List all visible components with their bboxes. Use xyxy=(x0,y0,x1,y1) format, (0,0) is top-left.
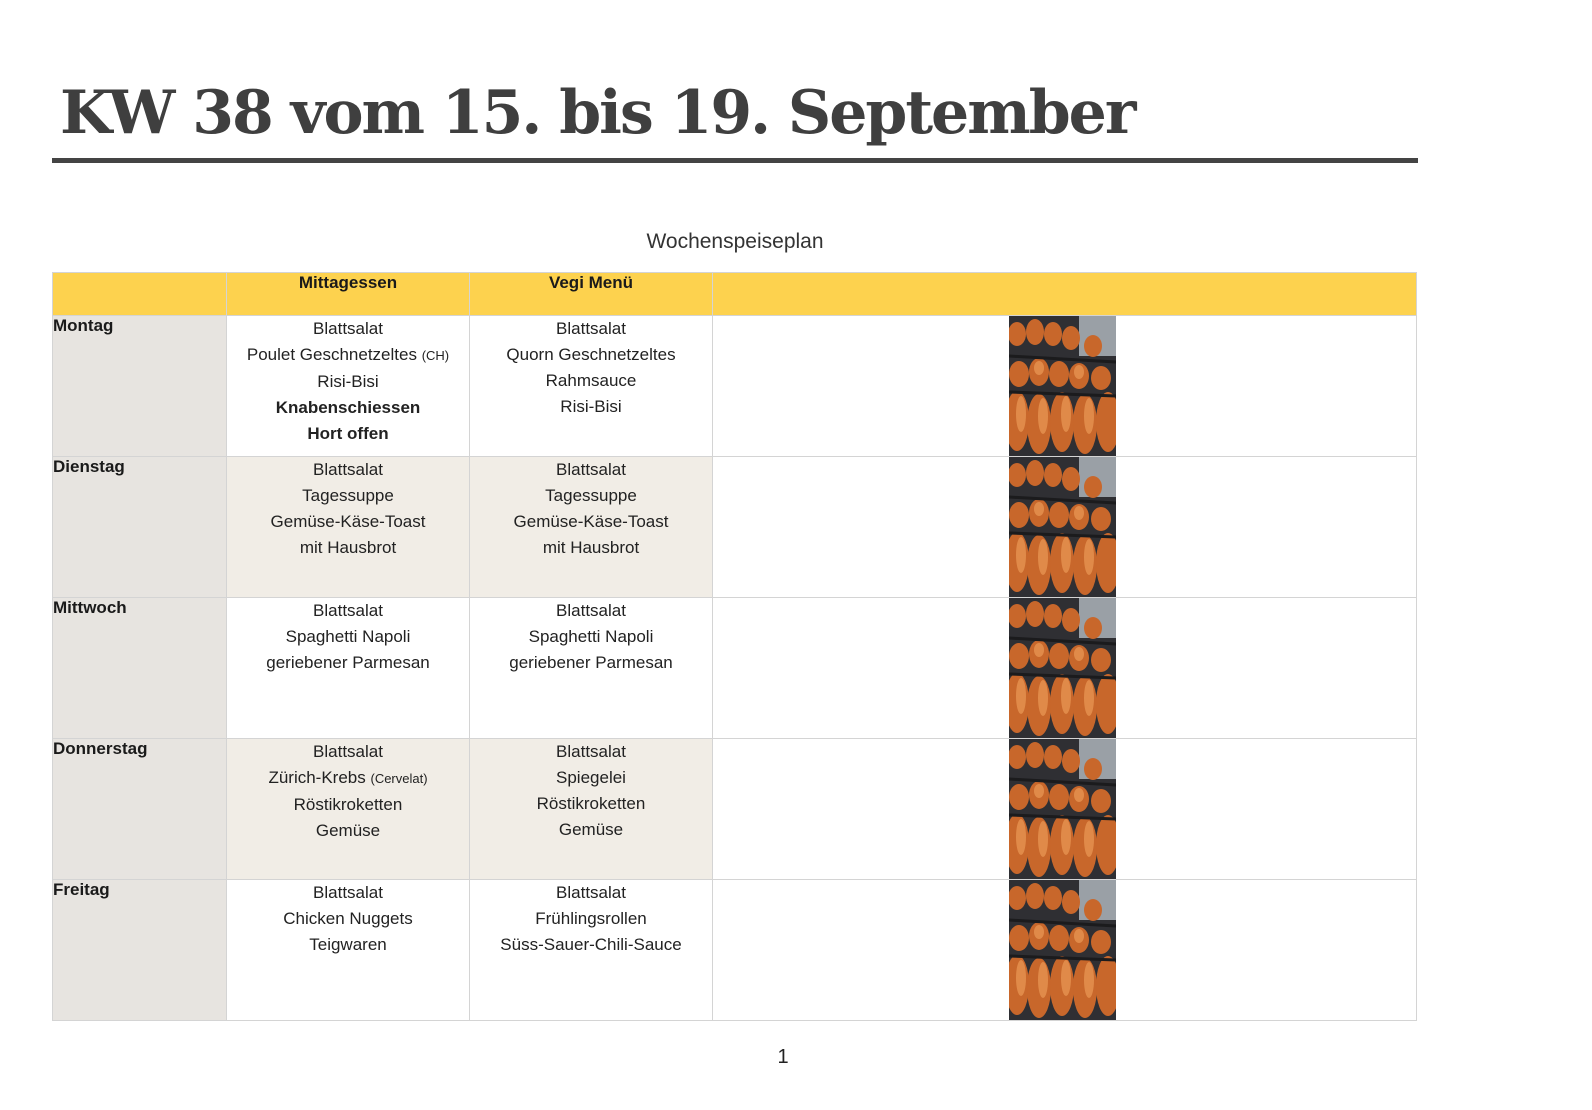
dish-text: Blattsalat xyxy=(313,601,383,620)
dish-line xyxy=(227,483,469,509)
roast-chicken-photo xyxy=(1009,316,1116,456)
dish-text: Blattsalat xyxy=(556,460,626,479)
dish-text: Poulet Geschnetzeltes xyxy=(246,345,417,364)
dish-line xyxy=(470,535,712,561)
dish-text: Spaghetti Napoli xyxy=(285,627,411,646)
dish-line xyxy=(470,791,712,817)
dish-text: Spaghetti Napoli xyxy=(528,627,654,646)
roast-chicken-photo xyxy=(1009,880,1116,1020)
dish-line xyxy=(227,457,469,483)
dish-text: Teigwaren xyxy=(309,935,387,954)
dish-line xyxy=(227,624,469,650)
dish-line xyxy=(470,342,712,368)
dish-text: Tagessuppe xyxy=(302,486,394,505)
dish-line xyxy=(470,817,712,843)
dish-text: Gemüse-Käse-Toast xyxy=(270,512,426,531)
dish-line xyxy=(470,483,712,509)
dish-line xyxy=(470,739,712,765)
dish-text: Blattsalat xyxy=(313,319,383,338)
dish-text: Blattsalat xyxy=(313,460,383,479)
dish-line xyxy=(227,395,469,421)
dish-text: mit Hausbrot xyxy=(299,538,397,557)
vegi-menu-cell xyxy=(470,739,713,880)
dish-line xyxy=(470,765,712,791)
roast-chicken-photo xyxy=(1009,739,1116,879)
dish-line xyxy=(227,818,469,844)
dish-text: Hort offen xyxy=(307,424,389,443)
vegi-menu-cell xyxy=(470,598,713,739)
day-label: Montag xyxy=(53,316,227,457)
dish-line xyxy=(227,535,469,561)
header-mittagessen: Mittagessen xyxy=(227,273,470,316)
dish-text: Blattsalat xyxy=(313,742,383,761)
photo-cell xyxy=(713,880,1417,1021)
dish-line xyxy=(470,880,712,906)
dish-text: Quorn Geschnetzeltes xyxy=(506,345,676,364)
dish-text: Risi-Bisi xyxy=(317,372,379,391)
header-photo xyxy=(713,273,1417,316)
dish-text: Chicken Nuggets xyxy=(283,909,413,928)
dish-text: geriebener Parmesan xyxy=(509,653,673,672)
mittagessen-cell xyxy=(227,739,470,880)
dish-text: mit Hausbrot xyxy=(542,538,640,557)
dish-text: Tagessuppe xyxy=(545,486,637,505)
title-underline xyxy=(52,158,1418,163)
dish-line xyxy=(470,932,712,958)
dish-line xyxy=(227,598,469,624)
dish-line xyxy=(470,394,712,420)
dish-line xyxy=(227,369,469,395)
mittagessen-cell xyxy=(227,598,470,739)
menu-row-montag xyxy=(53,316,1417,457)
dish-text: Blattsalat xyxy=(556,883,626,902)
dish-line xyxy=(470,368,712,394)
menu-row-dienstag xyxy=(53,457,1417,598)
header-day xyxy=(53,273,227,316)
dish-text: Gemüse xyxy=(315,821,381,840)
dish-line xyxy=(470,316,712,342)
page-number: 1 xyxy=(777,1046,789,1068)
dish-line xyxy=(470,509,712,535)
dish-line xyxy=(227,880,469,906)
dish-text: Zürich-Krebs xyxy=(268,768,366,787)
dish-line xyxy=(227,765,469,792)
dish-line xyxy=(227,650,469,676)
dish-line xyxy=(470,457,712,483)
dish-line xyxy=(227,906,469,932)
dish-text: Blattsalat xyxy=(556,742,626,761)
dish-text: Knabenschiessen xyxy=(275,398,421,417)
dish-text: Süss-Sauer-Chili-Sauce xyxy=(500,935,682,954)
dish-note: (Cervelat) xyxy=(370,771,428,786)
dish-line xyxy=(227,421,469,447)
menu-row-freitag xyxy=(53,880,1417,1021)
dish-line xyxy=(470,650,712,676)
vegi-menu-cell xyxy=(470,457,713,598)
photo-cell xyxy=(713,739,1417,880)
vegi-menu-cell xyxy=(470,316,713,457)
dish-line xyxy=(470,598,712,624)
dish-text: Blattsalat xyxy=(556,319,626,338)
dish-note: (CH) xyxy=(421,348,450,363)
header-vegi-menu: Vegi Menü xyxy=(470,273,713,316)
header-row xyxy=(53,273,1417,316)
mittagessen-cell xyxy=(227,880,470,1021)
dish-text: Röstikroketten xyxy=(293,795,403,814)
dish-text: Gemüse xyxy=(558,820,624,839)
photo-cell xyxy=(713,598,1417,739)
dish-text: Risi-Bisi xyxy=(560,397,622,416)
menu-body xyxy=(53,316,1417,1021)
dish-line xyxy=(470,906,712,932)
dish-text: Röstikroketten xyxy=(536,794,646,813)
day-label: Mittwoch xyxy=(53,598,227,739)
photo-cell xyxy=(713,457,1417,598)
menu-row-donnerstag xyxy=(53,739,1417,880)
day-label: Freitag xyxy=(53,880,227,1021)
dish-line xyxy=(227,792,469,818)
dish-line xyxy=(470,624,712,650)
day-label: Donnerstag xyxy=(53,739,227,880)
menu-row-mittwoch xyxy=(53,598,1417,739)
dish-line xyxy=(227,932,469,958)
dish-text: Blattsalat xyxy=(556,601,626,620)
page-title: KW 38 vom 15. bis 19. September xyxy=(60,78,1135,148)
table-caption: Wochenspeiseplan xyxy=(646,230,824,253)
dish-text: geriebener Parmesan xyxy=(266,653,430,672)
photo-cell xyxy=(713,316,1417,457)
mittagessen-cell xyxy=(227,457,470,598)
dish-text: Frühlingsrollen xyxy=(535,909,647,928)
dish-text: Spiegelei xyxy=(556,768,626,787)
roast-chicken-photo xyxy=(1009,457,1116,597)
dish-line xyxy=(227,316,469,342)
dish-text: Gemüse-Käse-Toast xyxy=(513,512,669,531)
vegi-menu-cell xyxy=(470,880,713,1021)
day-label: Dienstag xyxy=(53,457,227,598)
dish-line xyxy=(227,342,469,369)
mittagessen-cell xyxy=(227,316,470,457)
menu-table xyxy=(52,272,1417,1021)
dish-text: Blattsalat xyxy=(313,883,383,902)
roast-chicken-photo xyxy=(1009,598,1116,738)
dish-text: Rahmsauce xyxy=(545,371,637,390)
dish-line xyxy=(227,509,469,535)
dish-line xyxy=(227,739,469,765)
